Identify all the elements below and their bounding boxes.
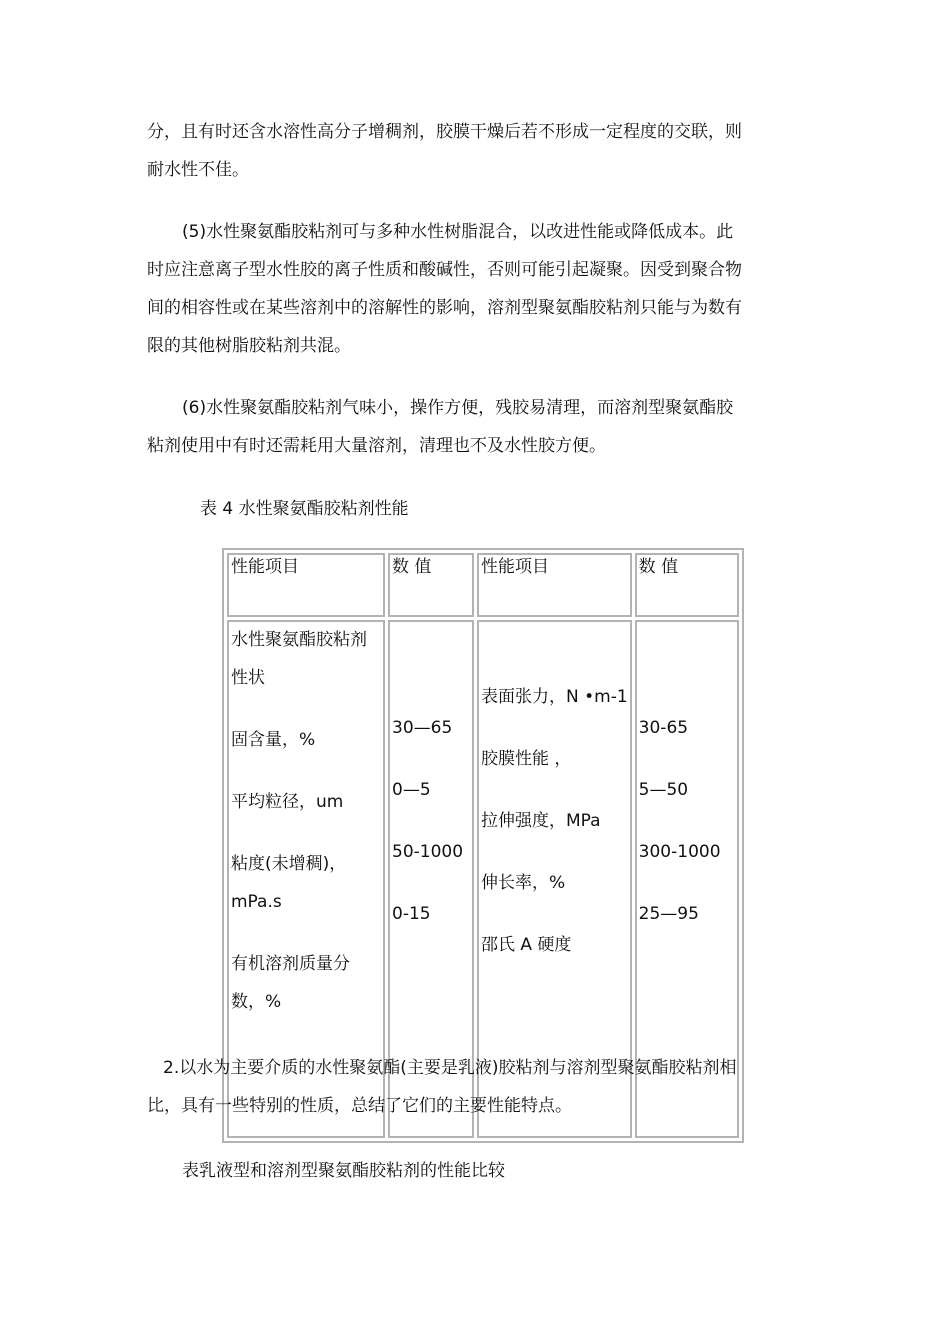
cell-line: 0—5 <box>392 780 431 800</box>
header-cell: 性能项目 <box>477 553 632 617</box>
cell-line: 数，% <box>231 992 282 1012</box>
header-cell: 性能项目 <box>227 553 385 617</box>
table-header-row <box>227 553 739 617</box>
cell-line: 邵氏 A 硬度 <box>481 935 572 955</box>
paragraph-line: 间的相容性或在某些溶剂中的溶解性的影响，溶剂型聚氨酯胶粘剂只能与为数有 <box>147 298 742 318</box>
cell-line: 水性聚氨酯胶粘剂 <box>231 630 367 650</box>
cell-line: 25—95 <box>638 904 699 924</box>
cell-line: 有机溶剂质量分 <box>231 954 350 974</box>
paragraph-line: 粘剂使用中有时还需耗用大量溶剂，清理也不及水性胶方便。 <box>147 436 606 456</box>
cell-line: 粘度(未增稠)， <box>231 854 347 874</box>
cell-line: 50-1000 <box>392 842 464 862</box>
cell-line: 平均粒径，um <box>231 792 344 812</box>
properties-table <box>222 548 744 1143</box>
paragraph-line: (5)水性聚氨酯胶粘剂可与多种水性树脂混合，以改进性能或降低成本。此 <box>182 222 734 242</box>
paragraph-line: 分，且有时还含水溶性高分子增稠剂，胶膜干燥后若不形成一定程度的交联，则 <box>147 122 742 142</box>
cell-line: 30-65 <box>638 718 689 738</box>
paragraph-line: 2.以水为主要介质的水性聚氨酯(主要是乳液)胶粘剂与溶剂型聚氨酯胶粘剂相 <box>163 1058 737 1078</box>
cell-line: mPa.s <box>231 892 282 912</box>
cell-line: 30—65 <box>392 718 453 738</box>
cell-line: 5—50 <box>638 780 689 800</box>
cell-line: 0-15 <box>392 904 431 924</box>
cell-line: 固含量，% <box>231 730 316 750</box>
cell-line: 伸长率，% <box>481 873 566 893</box>
cell-line: 胶膜性能 ， <box>481 749 572 769</box>
header-cell: 数 值 <box>388 553 474 617</box>
paragraph-line: 耐水性不佳。 <box>147 160 249 180</box>
paragraph-line: 比，具有一些特别的性质，总结了它们的主要性能特点。 <box>147 1096 572 1116</box>
cell-line: 300-1000 <box>638 842 721 862</box>
cell-line: 拉伸强度，MPa <box>481 811 601 831</box>
paragraph-line: (6)水性聚氨酯胶粘剂气味小，操作方便，残胶易清理，而溶剂型聚氨酯胶 <box>182 398 734 418</box>
table-caption: 表乳液型和溶剂型聚氨酯胶粘剂的性能比较 <box>182 1161 505 1181</box>
header-cell: 数 值 <box>635 553 739 617</box>
paragraph-line: 时应注意离子型水性胶的离子性质和酸碱性，否则可能引起凝聚。因受到聚合物 <box>147 260 742 280</box>
table-caption: 表 4 水性聚氨酯胶粘剂性能 <box>200 499 409 519</box>
cell-line: 表面张力，N •m-1 <box>481 687 628 707</box>
cell-line: 性状 <box>231 668 265 688</box>
paragraph-line: 限的其他树脂胶粘剂共混。 <box>147 336 351 356</box>
